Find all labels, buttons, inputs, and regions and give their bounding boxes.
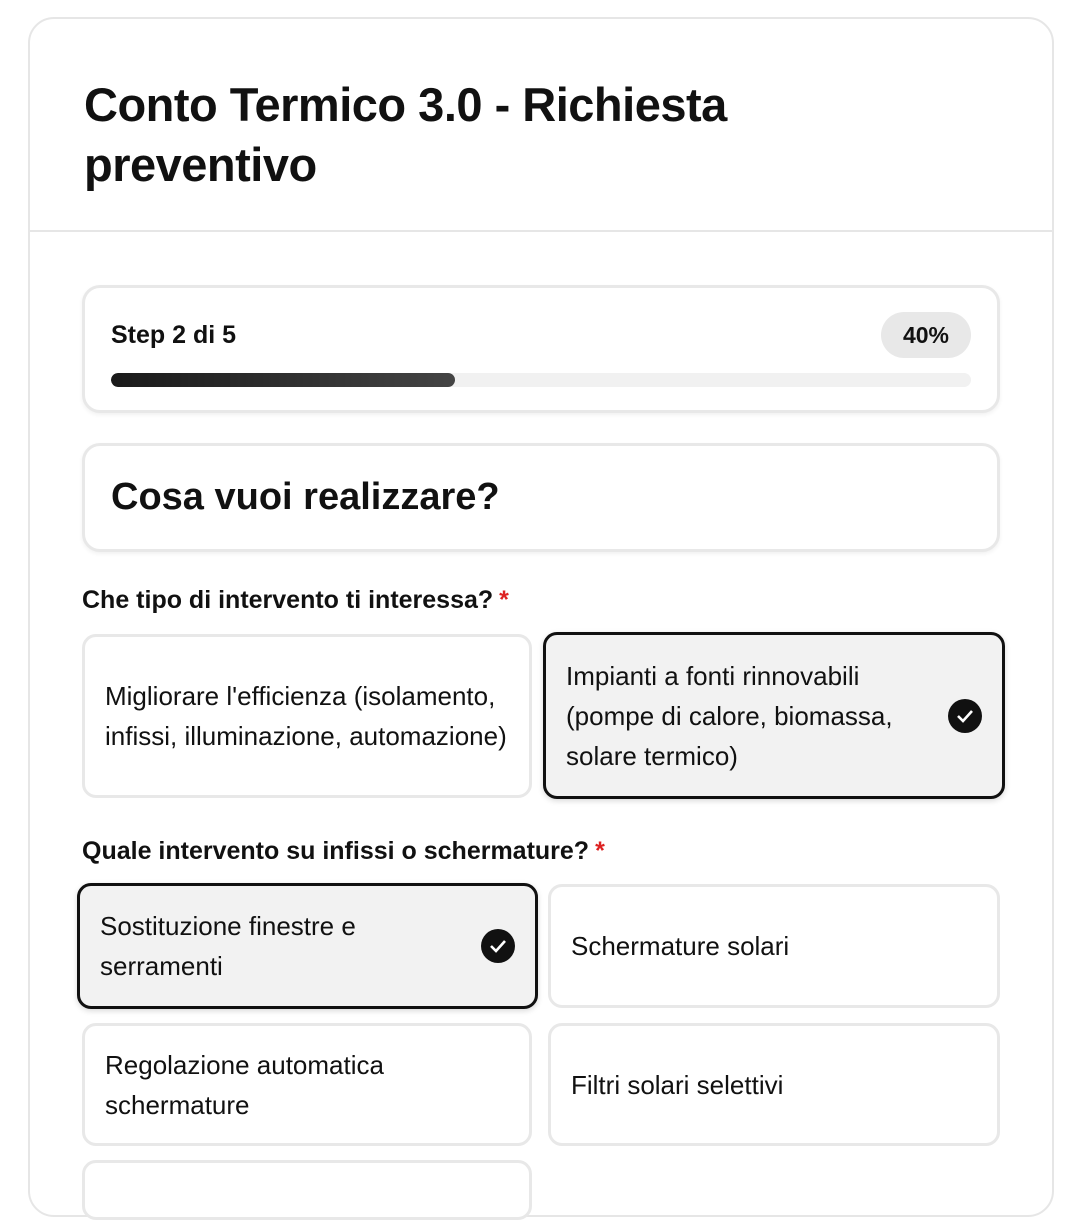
option-label: Sostituzione finestre e serramenti [100,911,356,981]
section-title-card [82,443,1000,552]
option-label: Regolazione automatica schermature [105,1049,384,1120]
page-title: Conto Termico 3.0 - Richiesta preventivo [84,78,727,191]
option-filtri[interactable] [548,1023,1000,1146]
section-title: Cosa vuoi realizzare? [111,476,500,518]
header-divider [30,230,1052,232]
progress-bar [111,373,971,387]
required-asterisk: * [499,586,509,614]
percent-badge: 40% [881,312,971,358]
question-label [82,586,509,615]
option-label: Schermature solari [571,931,790,961]
required-asterisk: * [595,837,605,865]
question-text: Quale intervento su infissi o schermature? [82,837,590,865]
option-schermature[interactable] [548,884,1000,1008]
option-label: Migliorare l'efficienza (isolamento, infissi, illuminazione, automazione) [105,681,507,751]
question-label [82,837,605,866]
option-next[interactable] [82,1160,532,1220]
option-efficienza[interactable] [82,634,532,798]
option-label: Impianti a fonti rinnovabili (pompe di calore, biomassa, solare termico) [566,660,893,771]
check-icon [948,699,982,733]
option-rinnovabili[interactable] [543,632,1005,799]
step-label: Step 2 di 5 [111,321,237,349]
check-icon [481,929,515,963]
question-text: Che tipo di intervento ti interessa? [82,586,494,614]
option-finestre[interactable] [77,883,538,1009]
progress-fill [111,373,455,387]
progress-card [82,285,1000,413]
option-label: Filtri solari selettivi [571,1069,784,1100]
option-regolazione[interactable] [82,1023,532,1146]
